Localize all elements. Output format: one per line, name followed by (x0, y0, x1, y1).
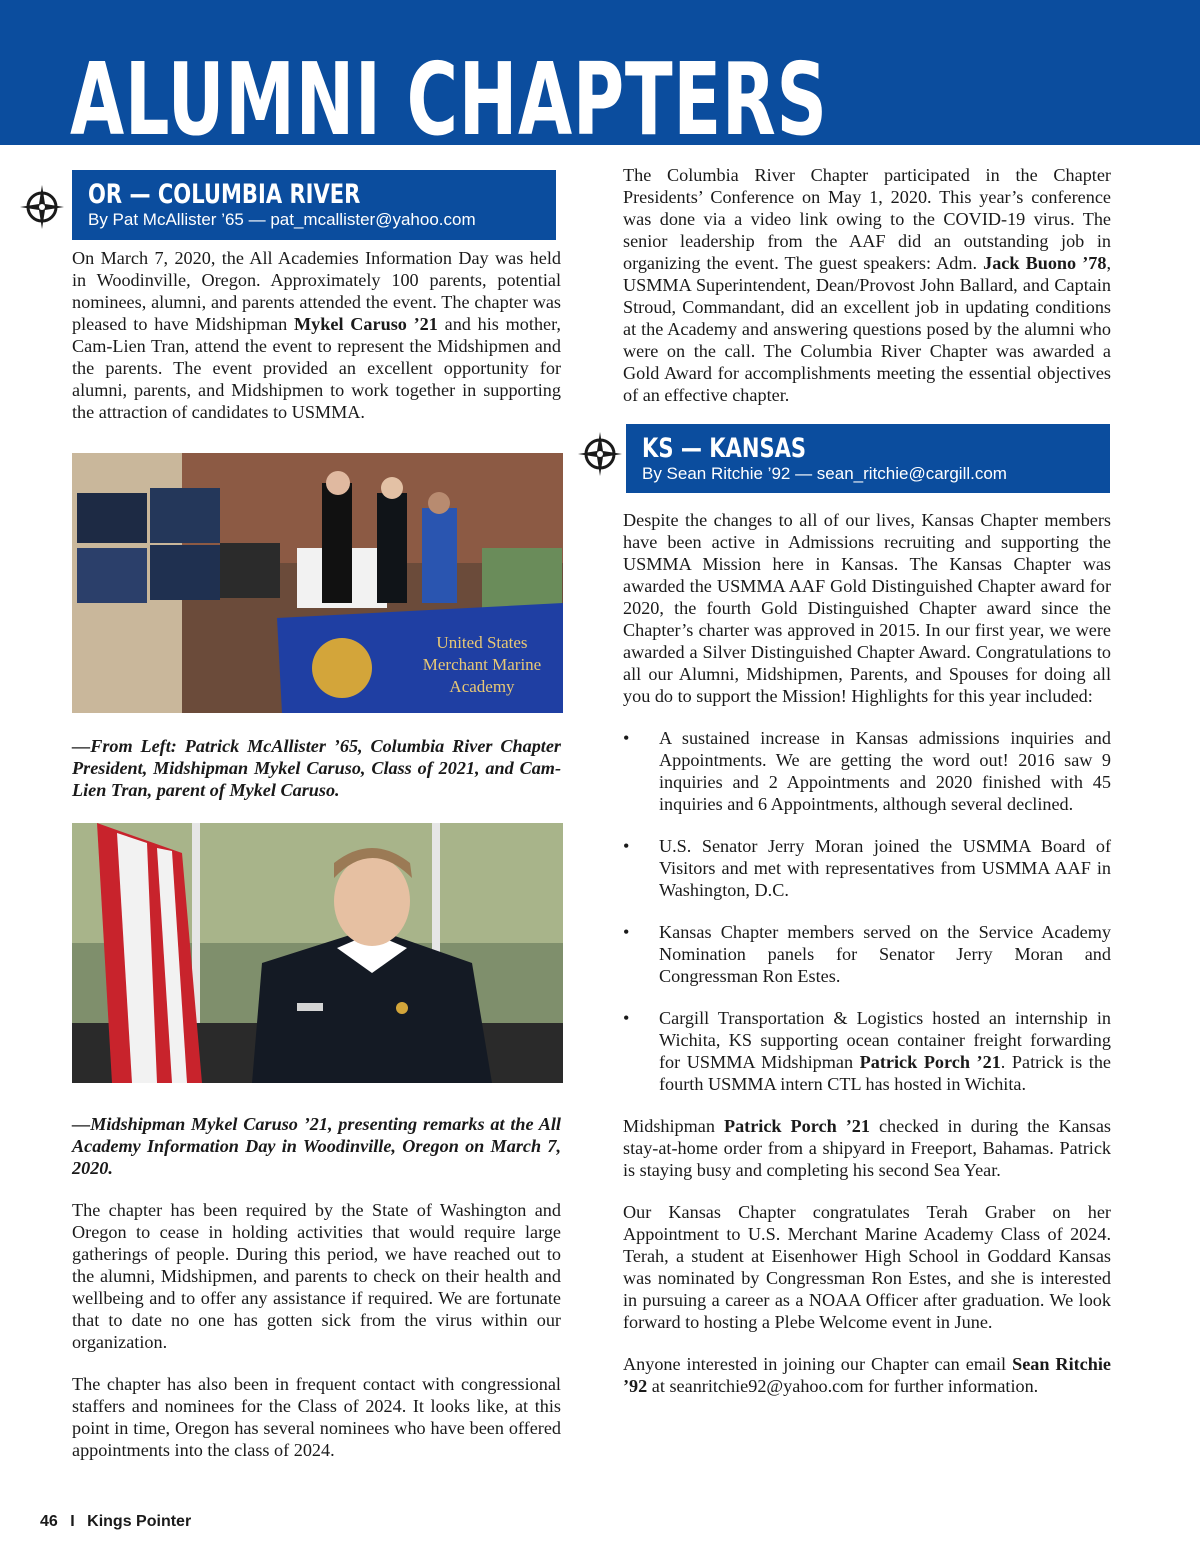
highlights-list (623, 727, 1111, 1095)
paragraph: The chapter has been required by the State of Washington and Oregon to cease in holding activities that would require large gatherings of people. During this period, we have reached out to the alumni, Midshipmen, and parents to check on their health and wellbeing and to offer any assistance if required. We are fortunate that to date no one has gotten sick from the virus within our organization. (72, 1200, 561, 1352)
paragraph: Anyone interested in joining our Chapter can email Sean Ritchie ’92 at seanritchie92@yahoo.com for further information. (623, 1354, 1111, 1396)
or-conference (623, 164, 1111, 406)
list-item: • A sustained increase in Kansas admissions inquiries and Appointments. We are getting the word out! 2016 saw 9 inquiries and 2 Appointments and 2020 finished with 45 inquiries and 6 Appointments, although several declined. (623, 728, 1111, 814)
list-item: • Cargill Transportation & Logistics hosted an internship in Wichita, KS supporting ocean container freight forwarding for USMMA Midshipman Patrick Porch ’21. Patrick is the fourth USMMA intern CTL has hosted in Wichita. (623, 1008, 1111, 1094)
photo-caption: —From Left: Patrick McAllister ’65, Columbia River Chapter President, Midshipman Mykel Caruso, Class of 2021, and Cam-Lien Tran, parent of Mykel Caruso. (72, 736, 561, 800)
paragraph: Midshipman Patrick Porch ’21 checked in during the Kansas stay-at-home order from a shipyard in Freeport, Bahamas. Patrick is staying busy and completing his second Sea Year. (623, 1116, 1112, 1180)
section-byline: By Sean Ritchie ’92 — sean_ritchie@cargill.com (642, 464, 1007, 483)
banner-line: Academy (449, 677, 515, 696)
section-header-or (72, 170, 556, 240)
or-continued (72, 1113, 561, 1461)
section-header-ks (626, 424, 1110, 493)
section-title: OR — COLUMBIA RIVER (88, 179, 361, 210)
footer-separator: I (70, 1513, 75, 1530)
section-title: KS — KANSAS (642, 433, 807, 464)
photo-chapter-table (72, 453, 563, 713)
list-item: • U.S. Senator Jerry Moran joined the USMMA Board of Visitors and met with representatives from USMMA AAF in Washington, D.C. (623, 836, 1111, 900)
paragraph: The Columbia River Chapter participated in the Chapter Presidents’ Conference on May 1, 2020. This year’s conference was done via a video link owing to the COVID-19 virus. The senior leadership from the AAF did an outstanding job in organizing the event. The guest speakers: Adm. Jack Buono ’78, USMMA Superintendent, Dean/Provost John Ballard, and Captain Stroud, Commandant, did an excellent job in updating conditions at the Academy and answering questions posed by the alumni who were on the call. The Columbia River Chapter was awarded a Gold Award for accomplishments meeting the essential objectives of an effective chapter. (623, 165, 1111, 405)
page-title: ALUMNI CHAPTERS (70, 41, 828, 158)
caption-photo-1 (72, 735, 561, 801)
ks-content (623, 509, 1111, 1397)
paragraph: The chapter has also been in frequent contact with congressional staffers and nominees for the Class of 2024. It looks like, at this point in time, Oregon has several nominees who have been offered appointments into the class of 2024. (72, 1374, 561, 1460)
paragraph: On March 7, 2020, the All Academies Information Day was held in Woodinville, Oregon. Approximately 100 parents, potential nominees, alumni, and parents attended the event. The chapter was pleased to have Midshipman Mykel Caruso ’21 and his mother, Cam-Lien Tran, attend the event to represent the Midshipmen and the parents. The event provided an excellent opportunity for alumni, parents, and Midshipmen to work together in supporting the attraction of candidates to USMMA. (72, 248, 561, 422)
banner-line: Merchant Marine (422, 655, 542, 674)
paragraph: Our Kansas Chapter congratulates Terah Graber on her Appointment to U.S. Merchant Marine Academy Class of 2024. Terah, a student at Eisenhower High School in Goddard Kansas was nominated by Congressman Ron Estes, and she is interested in pursuing a career as a NOAA Officer after graduation. We look forward to hosting a Plebe Welcome event in June. (623, 1202, 1111, 1332)
list-item: • Kansas Chapter members served on the Service Academy Nomination panels for Senator Jerry Moran and Congressman Ron Estes. (623, 922, 1111, 986)
publication-name: Kings Pointer (87, 1513, 192, 1530)
photo-caption: —Midshipman Mykel Caruso ’21, presenting remarks at the All Academy Information Day in Woodinville, Oregon on March 7, 2020. (72, 1114, 561, 1178)
paragraph: Despite the changes to all of our lives, Kansas Chapter members have been active in Admissions recruiting and supporting the USMMA Mission here in Kansas. The Kansas Chapter was awarded the USMMA AAF Gold Distinguished Chapter award for 2020, the fourth Gold Distinguished Chapter award since the Chapter’s charter was approved in 2015. In our first year, we were awarded a Silver Distinguished Chapter Award. Congratulations to all our Alumni, Midshipmen, Parents, and Spouses for doing all you do to support the Mission! Highlights for this year included: (623, 510, 1111, 706)
page-number: 46 (40, 1513, 58, 1530)
page-footer (40, 1513, 191, 1531)
or-intro (72, 247, 561, 423)
photo-midshipman-remarks (72, 823, 563, 1083)
banner-line: United States (436, 633, 528, 652)
compass-rose-icon (576, 430, 624, 478)
compass-rose-icon (18, 183, 66, 231)
header-banner (0, 0, 1200, 158)
section-byline: By Pat McAllister ’65 — pat_mcallister@yahoo.com (88, 210, 476, 229)
